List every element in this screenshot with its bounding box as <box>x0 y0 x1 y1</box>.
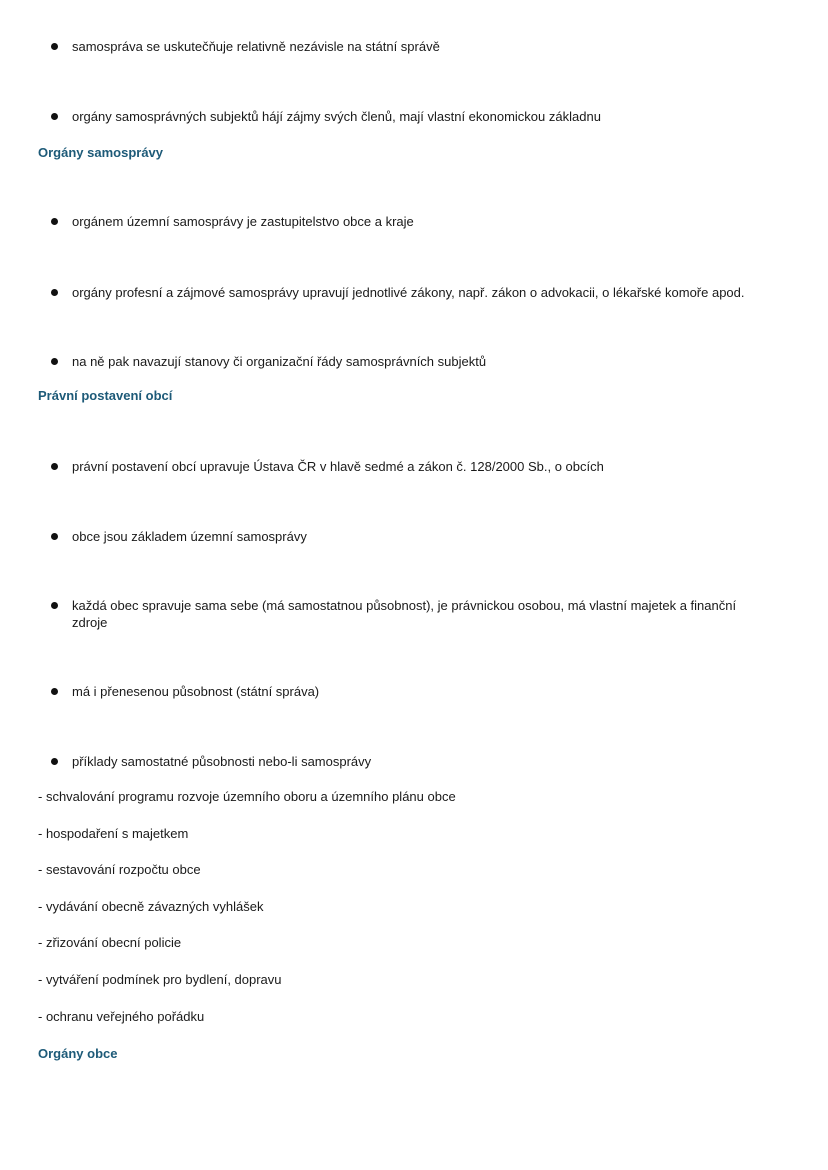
bullet-dot <box>51 688 58 695</box>
dash-item: - zřizování obecní policie <box>38 935 182 950</box>
section-heading: Orgány samosprávy <box>38 145 164 160</box>
dash-item: - hospodaření s majetkem <box>38 826 189 841</box>
bullet-text: na ně pak navazují stanovy či organizační řády samosprávních subjektů <box>72 354 487 369</box>
bullet-dot <box>51 463 58 470</box>
section-heading: Orgány obce <box>38 1046 118 1061</box>
bullet-dot <box>51 113 58 120</box>
bullet-text: právní postavení obcí upravuje Ústava ČR v hlavě sedmé a zákon č. 128/2000 Sb., o obcích <box>72 459 604 474</box>
bullet-text: obce jsou základem územní samosprávy <box>72 529 307 544</box>
bullet-text: má i přenesenou působnost (státní správa) <box>72 684 320 699</box>
bullet-text: orgány samosprávných subjektů hájí zájmy svých členů, mají vlastní ekonomickou základnu <box>72 109 601 124</box>
bullet-text: každá obec spravuje sama sebe (má samostatnou působnost), je právnickou osobou, má vlastní majetek a finanční zdroje <box>72 598 737 630</box>
bullet-dot <box>51 289 58 296</box>
dash-item: - sestavování rozpočtu obce <box>38 862 201 877</box>
dash-item: - schvalování programu rozvoje územního oboru a územního plánu obce <box>38 789 456 804</box>
dash-item: - vytváření podmínek pro bydlení, dopravu <box>38 972 282 987</box>
bullet-dot <box>51 758 58 765</box>
bullet-text: příklady samostatné působnosti nebo-li samosprávy <box>72 754 372 769</box>
bullet-dot <box>51 43 58 50</box>
dash-item: - vydávání obecně závazných vyhlášek <box>38 899 264 914</box>
section-heading: Právní postavení obcí <box>38 388 173 403</box>
bullet-text: orgánem územní samosprávy je zastupitelstvo obce a kraje <box>72 214 414 229</box>
bullet-dot <box>51 218 58 225</box>
dash-item: - ochranu veřejného pořádku <box>38 1009 205 1024</box>
bullet-text: samospráva se uskutečňuje relativně nezávisle na státní správě <box>72 39 440 54</box>
bullet-dot <box>51 358 58 365</box>
bullet-dot <box>51 533 58 540</box>
bullet-text: orgány profesní a zájmové samosprávy upravují jednotlivé zákony, např. zákon o advokacii, o lékařské komoře apod. <box>72 285 745 300</box>
bullet-dot <box>51 602 58 609</box>
